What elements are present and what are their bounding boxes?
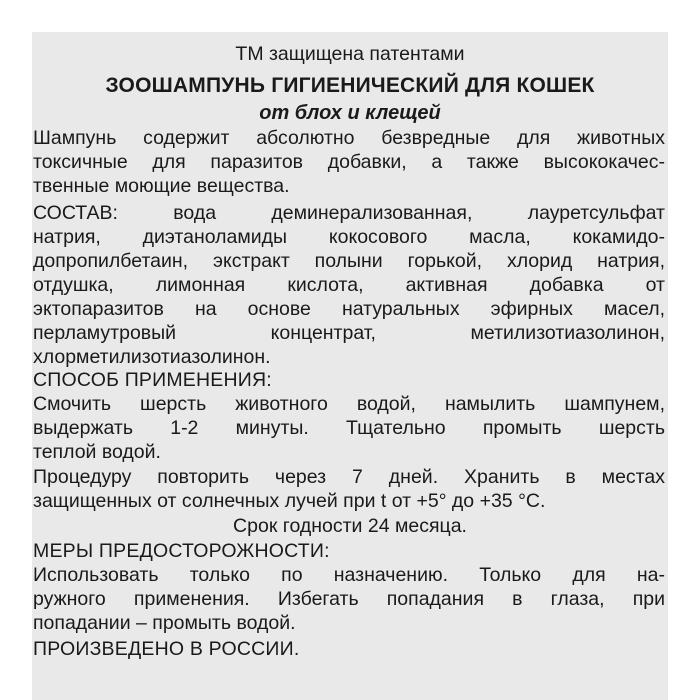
product-label <box>32 32 668 700</box>
intro-line: токсичные для паразитов добавки, а также высококачес- <box>33 151 665 173</box>
precautions-heading: МЕРЫ ПРЕДОСТОРОЖНОСТИ: <box>33 540 330 562</box>
intro-line: Шампунь содержит абсолютно безвредные для животных <box>33 127 665 149</box>
composition-line: эктопаразитов на основе натуральных эфирных масел, <box>33 298 665 320</box>
usage-line: теплой водой. <box>33 441 161 463</box>
product-subtitle: от блох и клещей <box>259 102 441 124</box>
usage-heading: СПОСОБ ПРИМЕНЕНИЯ: <box>33 369 272 391</box>
composition-line: отдушка, лимонная кислота, активная добавка от <box>33 274 665 296</box>
precautions-line: Использовать только по назначению. Только для на- <box>33 564 665 586</box>
product-title: ЗООШАМПУНЬ ГИГИЕНИЧЕСКИЙ ДЛЯ КОШЕК <box>105 74 595 97</box>
storage-line: защищенных от солнечных лучей при t от +5° до +35 °С. <box>33 490 546 512</box>
precautions-line: ружного применения. Избегать попадания в глаза, при <box>33 588 665 610</box>
patent-note: ТМ защищена патентами <box>235 43 465 65</box>
usage-line: выдержать 1-2 минуты. Тщательно промыть шерсть <box>33 417 665 439</box>
composition-line: натрия, диэтаноламиды кокосового масла, кокамидо- <box>33 226 665 248</box>
composition-line: перламутровый концентрат, метилизотиазолинон, <box>33 322 665 344</box>
composition-line: допропилбетаин, экстракт полыни горькой, хлорид натрия, <box>33 250 665 272</box>
origin-note: ПРОИЗВЕДЕНО В РОССИИ. <box>33 638 300 660</box>
composition-line: хлорметилизотиазолинон. <box>33 346 271 368</box>
storage-line: Процедуру повторить через 7 дней. Хранить в местах <box>33 466 665 488</box>
precautions-line: попадании – промыть водой. <box>33 612 296 634</box>
usage-line: Смочить шерсть животного водой, намылить шампунем, <box>33 393 665 415</box>
shelf-life: Срок годности 24 месяца. <box>233 515 467 537</box>
intro-line: твенные моющие вещества. <box>33 175 290 197</box>
composition-line: СОСТАВ: вода деминерализованная, лауретсульфат <box>33 202 665 224</box>
